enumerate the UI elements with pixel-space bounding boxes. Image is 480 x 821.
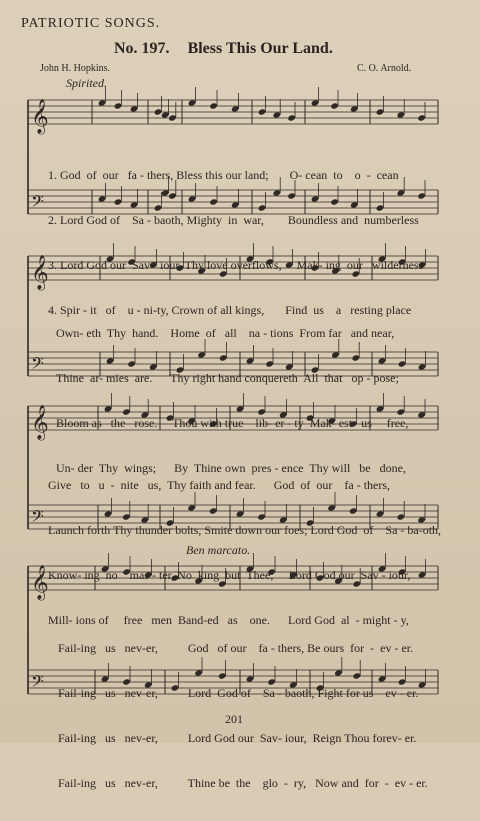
page-number: 201 xyxy=(225,712,243,726)
notehead xyxy=(168,114,177,121)
bass-clef-icon: 𝄢 xyxy=(31,353,44,377)
expression-marking: Ben marcato. xyxy=(186,543,251,557)
lyric-line: Fail-ing us nev-er, God of our fa - thers, Be ours for - ev - er. xyxy=(58,641,414,655)
notehead xyxy=(330,102,339,109)
treble-clef-icon: 𝄞 xyxy=(31,255,49,290)
notehead xyxy=(350,105,359,112)
notehead xyxy=(397,111,406,118)
lyric-line: Fail-ing us nev-er, Lord God our Sav- iour, Reign Thou forev- er. xyxy=(58,731,417,745)
lyric-line: Launch forth Thy thunder bolts, Smite down our foes; Lord God of Sa - ba-oth, xyxy=(48,523,442,537)
lyric-line: 3. Lord God our Sav - iour, Thy love overflows, Mak- ing our wilderness xyxy=(48,258,424,272)
lyricist-credit: John H. Hopkins. xyxy=(40,63,111,74)
treble-clef-icon: 𝄞 xyxy=(31,99,49,134)
notehead xyxy=(98,99,107,106)
lyric-line: Mill- ions of free men Band-ed as one. Lord God al - might - y, xyxy=(48,613,409,627)
hymn-name: Bless This Our Land. xyxy=(187,40,333,57)
lyric-line: Bloom as the rose. Thou with true lib- er - ty Mak- est us free, xyxy=(56,416,409,430)
lyric-line: Thine ar- mies are. Thy right hand conquereth All that op - pose; xyxy=(56,371,399,385)
notehead xyxy=(130,105,139,112)
notehead xyxy=(161,111,170,118)
tempo-marking: Spirited. xyxy=(66,76,107,90)
section-header: PATRIOTIC SONGS. xyxy=(21,16,161,31)
notehead xyxy=(114,102,123,109)
notehead xyxy=(376,108,385,115)
notehead xyxy=(417,411,426,418)
lyric-line: 4. Spir - it of u - ni-ty, Crown of all kings, Find us a resting place xyxy=(48,303,412,317)
notehead xyxy=(273,111,282,118)
notehead xyxy=(418,363,427,370)
notehead xyxy=(231,105,240,112)
bass-clef-icon: 𝄢 xyxy=(31,191,44,215)
lyric-line: 2. Lord God of Sa - baoth, Mighty in war, Boundless and numberless xyxy=(48,213,419,227)
notehead xyxy=(311,99,320,106)
treble-clef-icon: 𝄞 xyxy=(31,405,49,440)
lyric-line: Own- eth Thy hand. Home of all na - tions From far and near, xyxy=(56,326,395,340)
notehead xyxy=(258,108,267,115)
lyric-line: Know- ing no mas - ter, No king but Thee; Lord God our Sav - iour, xyxy=(48,568,411,582)
notehead xyxy=(209,102,218,109)
treble-clef-icon: 𝄞 xyxy=(31,565,49,600)
composer-credit: C. O. Arnold. xyxy=(357,63,412,74)
bass-clef-icon: 𝄢 xyxy=(31,671,44,695)
lyric-line: Un- der Thy wings; By Thine own pres - ence Thy will be done, xyxy=(56,461,406,475)
notehead xyxy=(154,108,163,115)
notehead xyxy=(188,99,197,106)
bass-clef-icon: 𝄢 xyxy=(31,506,44,530)
lyric-line: 1. God of our fa - thers, Bless this our land; O- cean to o - cean xyxy=(48,168,399,182)
lyric-line: Fail-ing us nev-er, Lord God of Sa - baoth, Fight for us ev - er. xyxy=(58,686,419,700)
notehead xyxy=(287,114,296,121)
lyric-line: Give to u - nite us, Thy faith and fear. God of our fa - thers, xyxy=(48,478,391,492)
hymn-number: No. 197. xyxy=(114,40,170,57)
lyric-line: Fail-ing us nev-er, Thine be the glo - ry, Now and for - ev - er. xyxy=(58,776,428,790)
notehead xyxy=(417,114,426,121)
